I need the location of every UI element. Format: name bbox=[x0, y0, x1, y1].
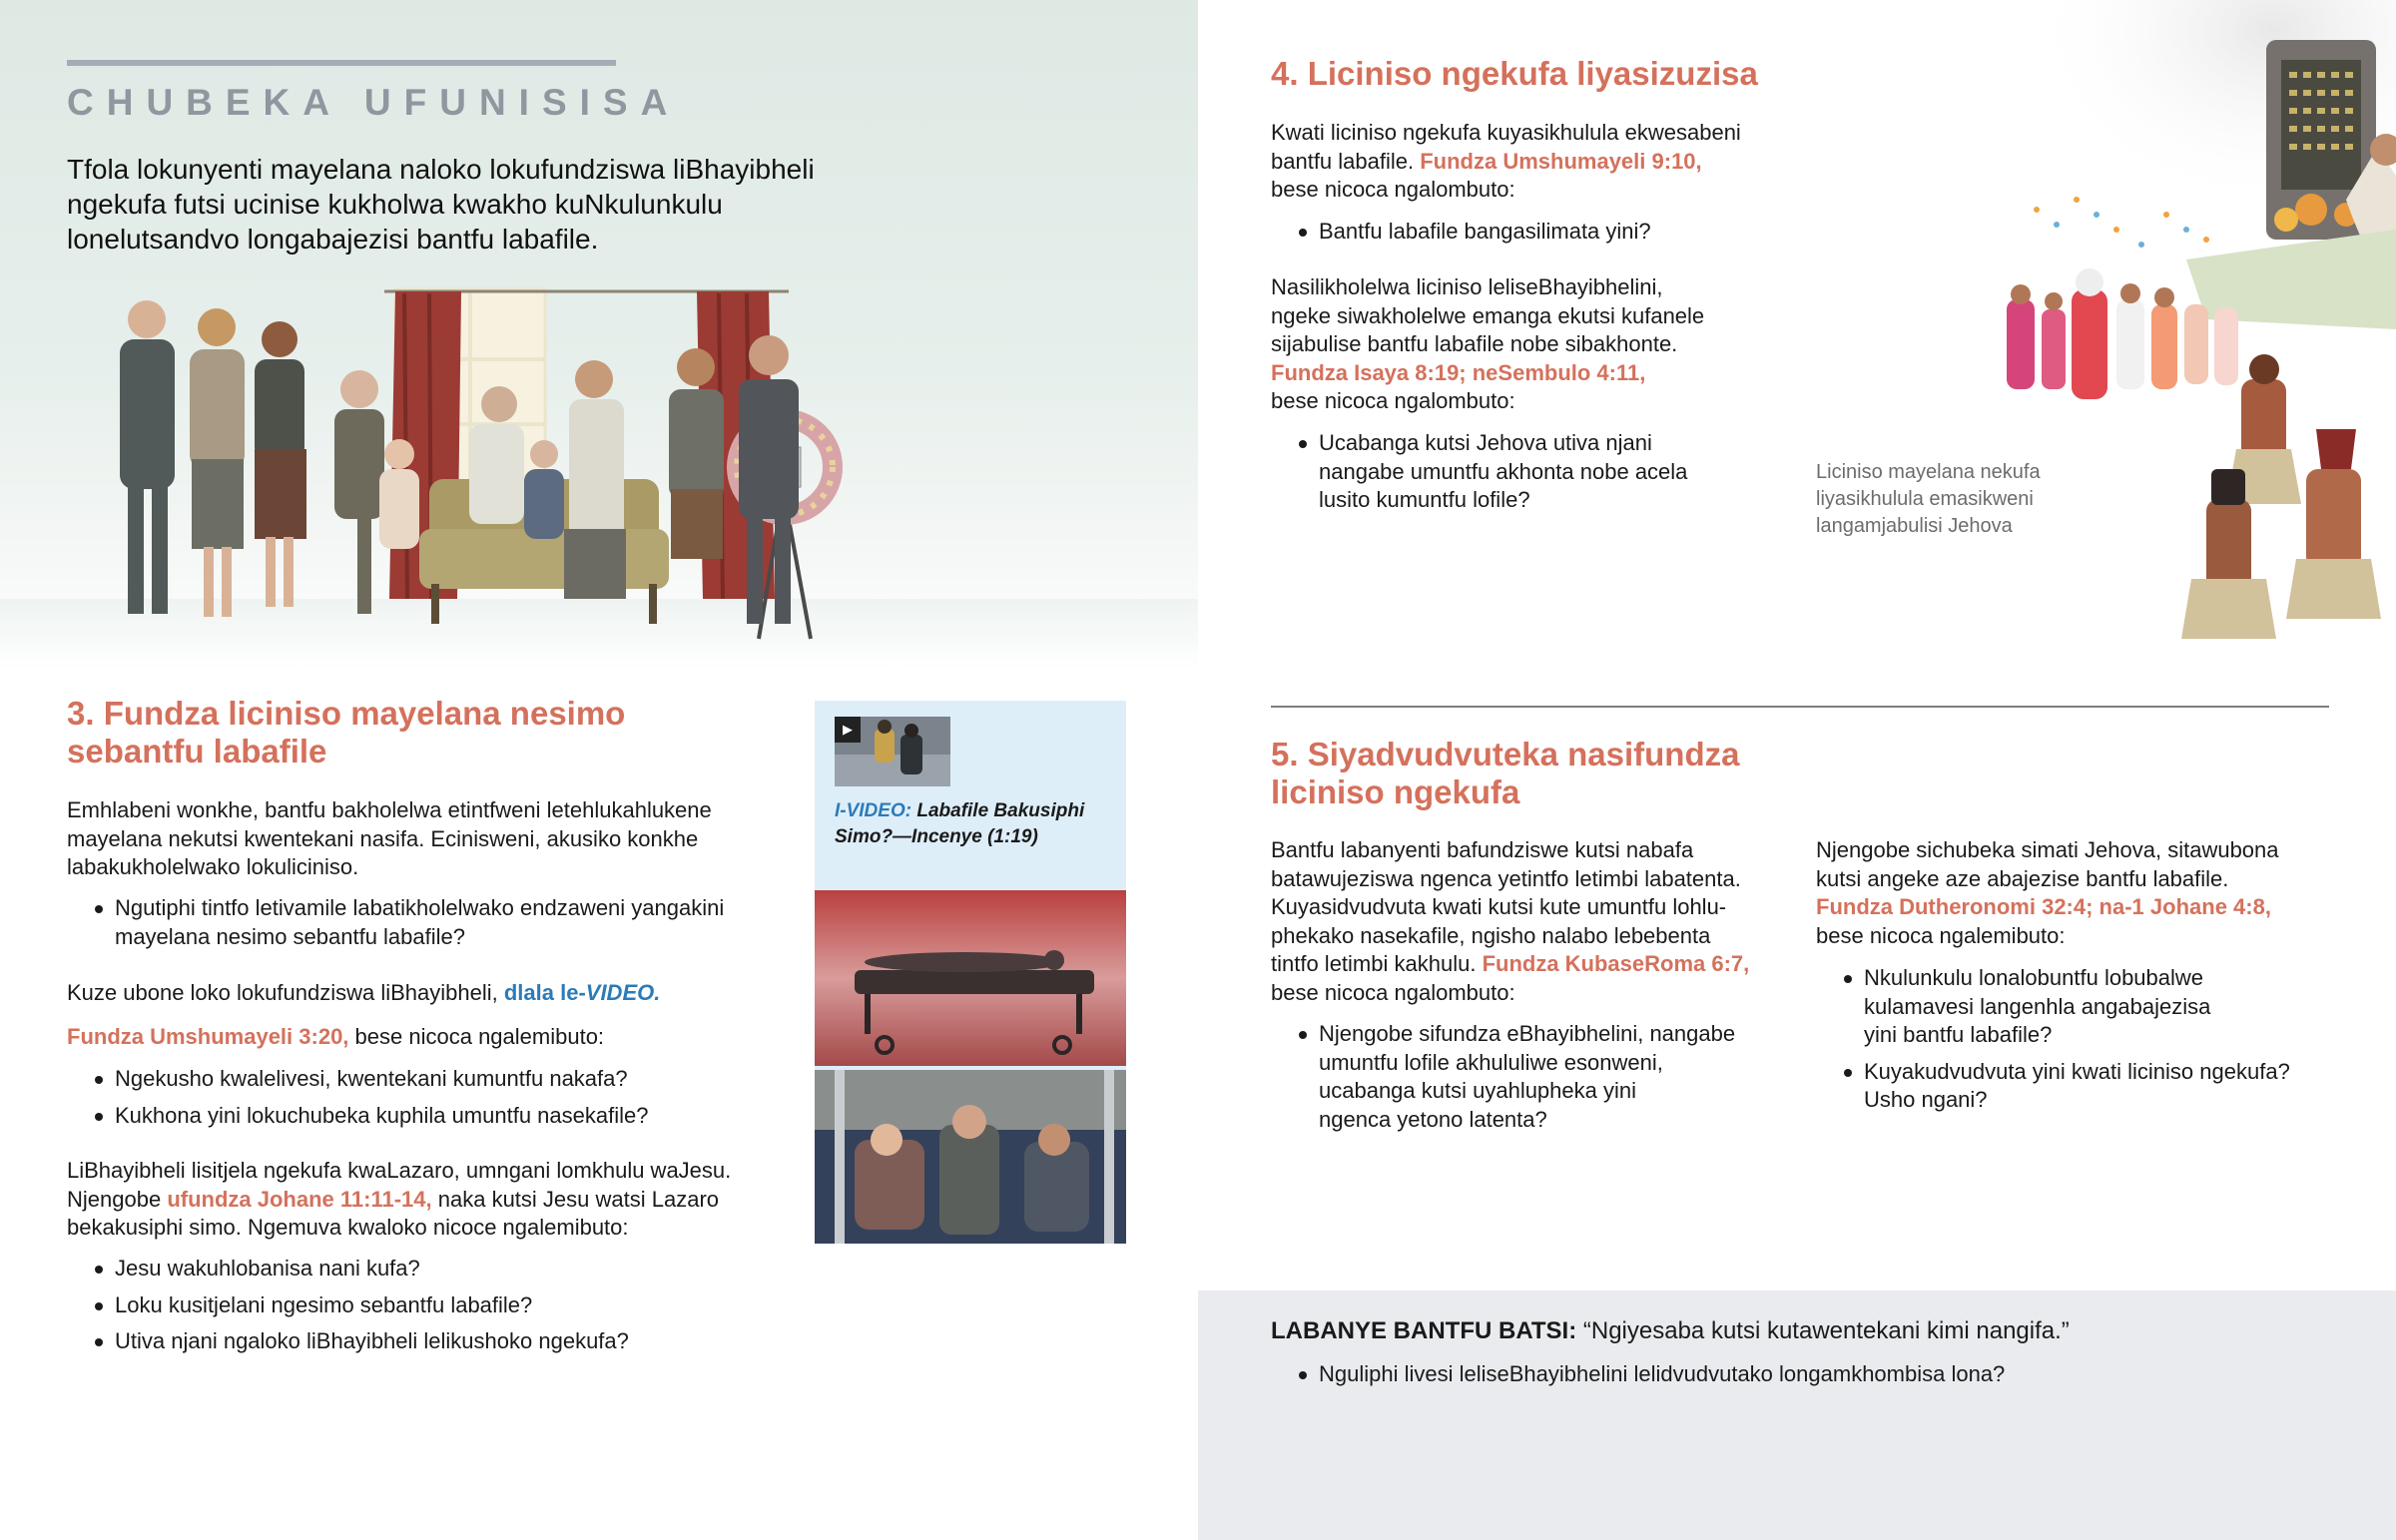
text-line: Liciniso mayelana nekufa bbox=[1816, 461, 2041, 483]
video-title-line1: Labafile Bakusiphi bbox=[916, 800, 1085, 821]
section-3-title-line1: 3. Fundza liciniso mayelana nesimo bbox=[67, 695, 626, 732]
scripture-link[interactable]: Fundza Umshumayeli 3:20, bbox=[67, 1024, 349, 1049]
text-line: sijabulise bantfu labafile nobe sibakhonte. bbox=[1271, 331, 1678, 356]
text-line: bekakusiphi simo. Ngemuva kwaloko nicoce ngalemibuto: bbox=[67, 1215, 629, 1240]
text-line: Njengobe sichubeka simati Jehova, sitawubona bbox=[1816, 837, 2279, 862]
intro-text: Tfola lokunyenti mayelana naloko lokufundziswa liBhayibheli ngekufa futsi ucinise kukholwa kwakho kuNkulunkulu lonelutsandvo longabajezisi bantfu labafile. bbox=[67, 154, 815, 255]
text-line: Kuyakudvudvuta yini kwati liciniso ngekufa? bbox=[1864, 1058, 2290, 1084]
text-line: kutsi angeke aze abajezise bantfu labafile. bbox=[1816, 865, 2229, 891]
text-line: bese nicoca ngalombuto: bbox=[1271, 388, 1515, 413]
play-video-link[interactable] bbox=[504, 980, 661, 1005]
text-line: nangabe umuntfu akhonta nobe acela bbox=[1319, 458, 1688, 484]
text-line bbox=[1271, 950, 1800, 979]
page-heading: CHUBEKA UFUNISISA bbox=[67, 82, 681, 123]
text-line: liyasikhulula emasikweni bbox=[1816, 488, 2034, 510]
video-thumbnail[interactable] bbox=[835, 717, 950, 786]
text-line: Ucabanga kutsi Jehova utiva njani bbox=[1319, 430, 1652, 455]
text-line: mayelana nekutsi kwentekani nasifa. Ecinisweni, akusiko konkhe bbox=[67, 825, 699, 851]
play-video-link-em: VIDEO. bbox=[585, 980, 661, 1005]
text-line: kulamavesi langenhla angabajezisa bbox=[1864, 993, 2211, 1019]
list-item: Kukhona yini lokuchubeka kuphila umuntfu nasekafile? bbox=[67, 1102, 806, 1131]
illustration-caption bbox=[1816, 459, 2056, 540]
text-line: bese nicoca ngalemibuto: bbox=[1816, 922, 2066, 948]
video-title-line2: Simo?—Incenye (1:19) bbox=[835, 826, 1038, 847]
section-3-paragraph-2 bbox=[67, 1157, 806, 1243]
scripture-link[interactable]: Fundza Isaya 8:19; neSembulo 4:11, bbox=[1271, 359, 1646, 385]
text-line: phekako nasekafile, ngisho nalabo lebebenta bbox=[1271, 922, 1711, 948]
section-4-bullets-a bbox=[1271, 218, 1790, 255]
section-3-bullets-c bbox=[67, 1255, 806, 1364]
list-item bbox=[1816, 1058, 2375, 1115]
list-item: Loku kusitjelani ngesimo sebantfu labafile? bbox=[67, 1291, 806, 1320]
list-item bbox=[1271, 1020, 1800, 1134]
section-5-column-2-bullets bbox=[1816, 964, 2375, 1123]
scripture-link[interactable]: Fundza Dutheronomi 32:4; na-1 Johane 4:8, bbox=[1816, 894, 2271, 919]
section-5-title-line1: 5. Siyadvudvuteka nasifundza bbox=[1271, 736, 1740, 772]
text-line: LiBhayibheli lisitjela ngekufa kwaLazaro, umngani lomkhulu waJesu. bbox=[67, 1158, 732, 1183]
video-prompt-text: Kuze ubone loko lokufundziswa liBhayibheli, bbox=[67, 980, 498, 1005]
read-scripture-line bbox=[67, 1023, 806, 1052]
video-caption bbox=[835, 798, 1114, 850]
section-4-paragraph-1 bbox=[1271, 119, 1790, 205]
video-card[interactable] bbox=[815, 701, 1126, 1244]
hero-section bbox=[0, 0, 1198, 664]
read-instruction: bese nicoca ngalemibuto: bbox=[354, 1024, 605, 1049]
section-4-title: 4. Liciniso ngekufa liyasizuzisa bbox=[1271, 55, 1758, 92]
section-3-paragraph-1 bbox=[67, 796, 806, 882]
text-line: Usho ngani? bbox=[1864, 1087, 1988, 1112]
right-page bbox=[1198, 0, 2396, 1540]
text-line: lusito kumuntfu lofile? bbox=[1319, 487, 1530, 512]
section-5-title bbox=[1271, 736, 1739, 811]
section-3-bullets-b bbox=[67, 1065, 806, 1138]
text-line: bese nicoca ngalombuto: bbox=[1271, 177, 1515, 202]
text-line: Emhlabeni wonkhe, bantfu bakholelwa etintfweni letehlukahlukene bbox=[67, 797, 712, 822]
text-line: umuntfu lofile akhululiwe esonweni, bbox=[1319, 1049, 1663, 1075]
text-span: Njengobe bbox=[67, 1186, 162, 1212]
list-item: Ngekusho kwalelivesi, kwentekani kumuntfu nakafa? bbox=[67, 1065, 806, 1094]
text-line: Kwati liciniso ngekufa kuyasikhulula ekwesabeni bbox=[1271, 120, 1741, 145]
text-line: ngeke siwakholelwe emanga ekutsi kufanele bbox=[1271, 302, 1705, 328]
text-line: Kuyasidvudvuta kwati kutsi kute umuntfu lohlu- bbox=[1271, 894, 1727, 919]
text-line: langamjabulisi Jehova bbox=[1816, 515, 2013, 537]
text-line: bese nicoca ngalombuto: bbox=[1271, 979, 1515, 1005]
list-item: Nguliphi livesi leliseBhayibhelini lelidvudvutako longamkhombisa lona? bbox=[1271, 1360, 2369, 1389]
others-say-box bbox=[1198, 1290, 2396, 1540]
list-item: Bantfu labafile bangasilimata yini? bbox=[1271, 218, 1790, 247]
text-line: ngenca yetono latenta? bbox=[1319, 1106, 1547, 1132]
list-item bbox=[67, 894, 806, 951]
text-line: Nkulunkulu lonalobuntfu lobubalwe bbox=[1864, 965, 2204, 990]
play-video-link-text: dlala le- bbox=[503, 980, 586, 1005]
text-line: ucabanga kutsi uyahlupheka yini bbox=[1319, 1078, 1637, 1103]
text-line bbox=[1271, 148, 1790, 177]
funeral-scene-illustration bbox=[100, 279, 998, 664]
others-say-bullets bbox=[1271, 1360, 2369, 1397]
section-5-column-1-bullets bbox=[1271, 1020, 1800, 1142]
text-line: Nasilikholelwa liciniso leliseBhayibhelini, bbox=[1271, 274, 1663, 299]
section-4-paragraph-2 bbox=[1271, 273, 1790, 416]
video-prompt bbox=[67, 979, 806, 1008]
text-line: yini bantfu labafile? bbox=[1864, 1022, 2053, 1047]
section-3-title bbox=[67, 695, 625, 770]
others-say-quote: “Ngiyesaba kutsi kutawentekani kimi nangifa.” bbox=[1582, 1317, 2070, 1344]
section-4-bullets-b bbox=[1271, 429, 1790, 523]
section-5-title-line2: liciniso ngekufa bbox=[1271, 773, 1520, 810]
section-5-column-1-paragraph bbox=[1271, 836, 1800, 1007]
section-3-bullets-a bbox=[67, 894, 806, 959]
mourning-people-image bbox=[815, 1070, 1126, 1244]
text-line: Njengobe sifundza eBhayibhelini, nangabe bbox=[1319, 1021, 1736, 1046]
list-item bbox=[1271, 429, 1790, 515]
section-divider bbox=[1271, 706, 2329, 708]
section-3-title-line2: sebantfu labafile bbox=[67, 733, 327, 770]
text-line: Ngutiphi tintfo letivamile labatikholelwako endzaweni yangakini bbox=[115, 895, 725, 920]
text-line bbox=[67, 1186, 806, 1215]
text-line: labakukholelwako lokuliciniso. bbox=[67, 854, 359, 879]
scripture-link[interactable]: Fundza KubaseRoma 6:7, bbox=[1482, 951, 1750, 976]
heading-rule bbox=[67, 60, 616, 66]
scripture-link[interactable]: ufundza Johane 11:11-14, bbox=[167, 1186, 432, 1212]
hospital-bed-image bbox=[815, 890, 1126, 1066]
scripture-link[interactable]: Fundza Umshumayeli 9:10, bbox=[1420, 148, 1702, 174]
list-item: Utiva njani ngaloko liBhayibheli lelikushoko ngekufa? bbox=[67, 1327, 806, 1356]
text-span: tintfo letimbi kakhulu. bbox=[1271, 951, 1477, 976]
others-say-line bbox=[1271, 1316, 2369, 1346]
section-5-column-2-paragraph bbox=[1816, 836, 2355, 950]
text-span: naka kutsi Jesu watsi Lazaro bbox=[437, 1186, 720, 1212]
text-line: Bantfu labanyenti bafundziswe kutsi nabafa bbox=[1271, 837, 1694, 862]
text-span: bantfu labafile. bbox=[1271, 148, 1415, 174]
traditions-illustration bbox=[1787, 0, 2396, 679]
text-line: batawujeziswa ngenca yetintfo letimbi labatenta. bbox=[1271, 865, 1741, 891]
list-item bbox=[1816, 964, 2375, 1050]
text-line: mayelana nesimo sebantfu labafile? bbox=[115, 923, 466, 949]
list-item: Jesu wakuhlobanisa nani kufa? bbox=[67, 1255, 806, 1283]
video-label: I-VIDEO: bbox=[835, 800, 912, 821]
others-say-label: LABANYE BANTFU BATSI: bbox=[1271, 1317, 1577, 1344]
play-icon[interactable]: ▶ bbox=[835, 717, 861, 743]
